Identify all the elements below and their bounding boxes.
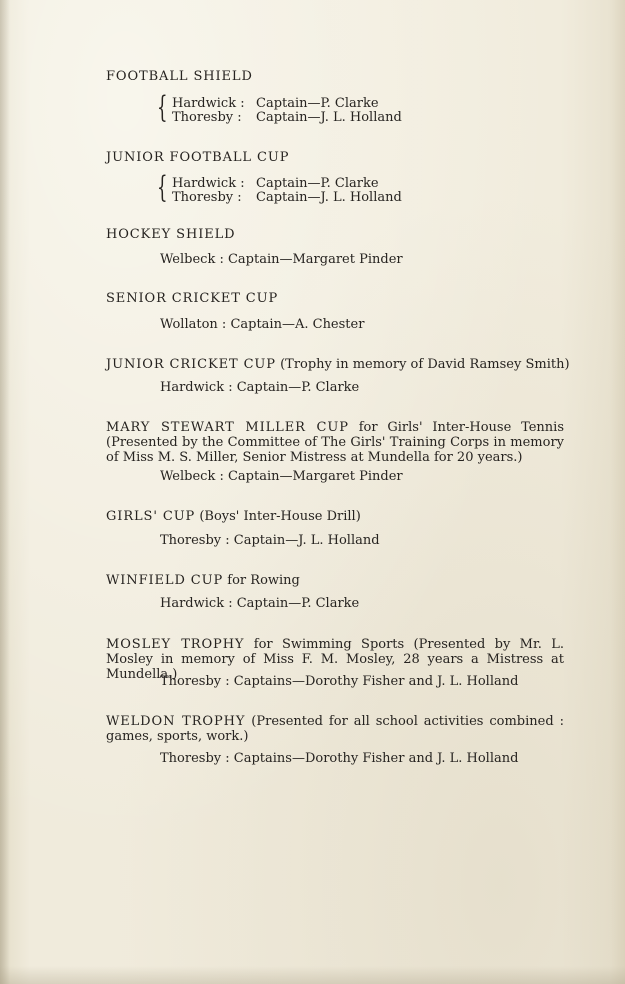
winfield-cup-note: for Rowing (227, 573, 300, 588)
senior-cricket-cup-winner: Wollaton : Captain—A. Chester (160, 317, 365, 332)
girls-cup-title: GIRLS' CUP (106, 509, 196, 524)
junior-football-cup-heading: JUNIOR FOOTBALL CUP (106, 150, 290, 165)
mary-stewart-miller-cup-description: for Girls' Inter-House Tennis (Presented by the Committee of The Girls' Training Corps in memory of Miss M. S. Miller, Senior Mistress at Mundella for 20 years.) (106, 420, 565, 465)
girls-cup-note: (Boys' Inter-House Drill) (199, 509, 361, 524)
mosley-trophy-title: MOSLEY TROPHY (106, 637, 245, 652)
mosley-trophy-description: for Swimming Sports (Presented by Mr. L. Mosley in memory of Miss F. M. Mosley, 28 years a Mistress at Mundella.) (106, 637, 564, 682)
junior-cricket-cup-note: (Trophy in memory of David Ramsey Smith) (280, 357, 570, 372)
mary-stewart-miller-cup-heading (106, 420, 564, 465)
junior-football-cup-captain-2: Captain—J. L. Holland (256, 190, 402, 205)
junior-football-cup-house-1: Hardwick : (172, 176, 245, 191)
girls-cup-heading (106, 509, 361, 524)
hockey-shield-winner: Welbeck : Captain—Margaret Pinder (160, 252, 403, 267)
page-fold-shadow (0, 0, 10, 984)
football-shield-captain-1: Captain—P. Clarke (256, 96, 379, 111)
junior-football-cup-brace: { (157, 170, 168, 205)
winfield-cup-title: WINFIELD CUP (106, 573, 224, 588)
football-shield-house-1: Hardwick : (172, 96, 245, 111)
winfield-cup-winner: Hardwick : Captain—P. Clarke (160, 596, 360, 611)
hockey-shield-heading: HOCKEY SHIELD (106, 227, 236, 242)
girls-cup-winner: Thoresby : Captain—J. L. Holland (160, 533, 380, 548)
mosley-trophy-winner: Thoresby : Captains—Dorothy Fisher and J. L. Holland (160, 674, 519, 689)
junior-cricket-cup-winner: Hardwick : Captain—P. Clarke (160, 380, 360, 395)
mary-stewart-miller-cup-title: MARY STEWART MILLER CUP (106, 420, 349, 435)
page-bottom-shadow (0, 966, 625, 984)
weldon-trophy-heading (106, 714, 564, 744)
weldon-trophy-title: WELDON TROPHY (106, 714, 246, 729)
winfield-cup-heading (106, 573, 300, 588)
weldon-trophy-winner: Thoresby : Captains—Dorothy Fisher and J. L. Holland (160, 751, 519, 766)
mary-stewart-miller-cup-winner: Welbeck : Captain—Margaret Pinder (160, 469, 403, 484)
junior-cricket-cup-title: JUNIOR CRICKET CUP (106, 357, 276, 372)
football-shield-captain-2: Captain—J. L. Holland (256, 110, 402, 125)
junior-football-cup-house-2: Thoresby : (172, 190, 242, 205)
football-shield-brace: { (157, 90, 168, 125)
junior-cricket-cup-heading (106, 357, 570, 372)
football-shield-heading: FOOTBALL SHIELD (106, 69, 253, 84)
senior-cricket-cup-heading: SENIOR CRICKET CUP (106, 291, 279, 306)
weldon-trophy-description: (Presented for all school activities combined : games, sports, work.) (106, 714, 564, 744)
junior-football-cup-captain-1: Captain—P. Clarke (256, 176, 379, 191)
football-shield-house-2: Thoresby : (172, 110, 242, 125)
